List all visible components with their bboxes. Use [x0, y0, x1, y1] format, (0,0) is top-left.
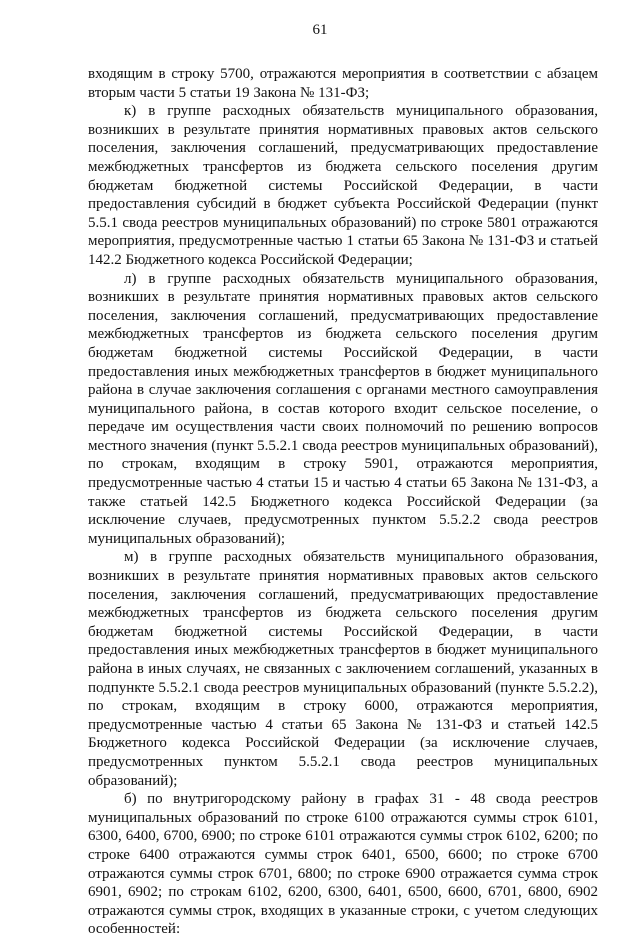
paragraph-continuation: входящим в строку 5700, отражаются мероприятия в соответствии с абзацем вторым части 5 статьи 19 Закона № 131-ФЗ;: [88, 66, 598, 101]
paragraph-item-k: к) в группе расходных обязательств муниципального образования, возникших в результате принятия нормативных правовых актов сельского поселения, заключения соглашений, предусматривающих предоставление межбюджетных трансфертов из бюджета сельского поселения другим бюджетам бюджетной системы Российской Федерации, в части предоставления субсидий в бюджет субъекта Российской Федерации (пункт 5.5.1 свода реестров муниципальных образований) по строке 5801 отражаются мероприятия, предусмотренные частью 1 статьи 65 Закона № 131-ФЗ и статьей 142.2 Бюджетного кодекса Российской Федерации;: [88, 103, 598, 268]
page-number: 61: [312, 22, 328, 38]
paragraph-item-m: м) в группе расходных обязательств муниципального образования, возникших в результате принятия нормативных правовых актов сельского поселения, заключения соглашений, предусматривающих предоставление межбюджетных трансфертов из бюджета сельского поселения другим бюджетам бюджетной системы Российской Федерации, в части предоставления иных межбюджетных трансфертов в бюджет муниципального района в иных случаях, не связанных с заключением соглашений, указанных в подпункте 5.5.2.1 свода реестров муниципальных образований (пункте 5.5.2.2), по строкам, входящим в строку 6000, отражаются мероприятия, предусмотренные частью 4 статьи 65 Закона № 131-ФЗ и статьей 142.5 Бюджетного кодекса Российской Федерации (за исключение случаев, предусмотренных пунктом 5.5.2.1 свода реестров муниципальных образований);: [88, 549, 598, 789]
document-body: [88, 65, 598, 939]
paragraph-item-l: л) в группе расходных обязательств муниципального образования, возникших в результате принятия нормативных правовых актов сельского поселения, заключения соглашений, предусматривающих предоставление межбюджетных трансфертов из бюджета сельского поселения другим бюджетам бюджетной системы Российской Федерации, в части предоставления иных межбюджетных трансфертов в бюджет муниципального района в случае заключения соглашения с органами местного самоуправления муниципального района, в состав которого входит сельское поселение, о передаче им осуществления части своих полномочий по решению вопросов местного значения (пункт 5.5.2.1 свода реестров муниципальных образований), по строкам, входящим в строку 5901, отражаются мероприятия, предусмотренные частью 4 статьи 15 и частью 4 статьи 65 Закона № 131-ФЗ, а также статьей 142.5 Бюджетного кодекса Российской Федерации (за исключение случаев, предусмотренных пунктом 5.5.2.2 свода реестров муниципальных образований);: [88, 270, 598, 547]
paragraph-item-b: б) по внутригородскому району в графах 31 - 48 свода реестров муниципальных образований по строке 6100 отражаются суммы строк 6101, 6300, 6400, 6700, 6900; по строке 6101 отражаются суммы строк 6102, 6200; по строке 6400 отражаются суммы строк 6401, 6500, 6600; по строке 6700 отражаются суммы строк 6701, 6800; по строке 6900 отражается сумма строк 6901, 6902; по строкам 6102, 6200, 6300, 6401, 6500, 6600, 6701, 6800, 6902 отражаются суммы строк, входящих в указанные строки, с учетом следующих особенностей:: [88, 791, 598, 938]
